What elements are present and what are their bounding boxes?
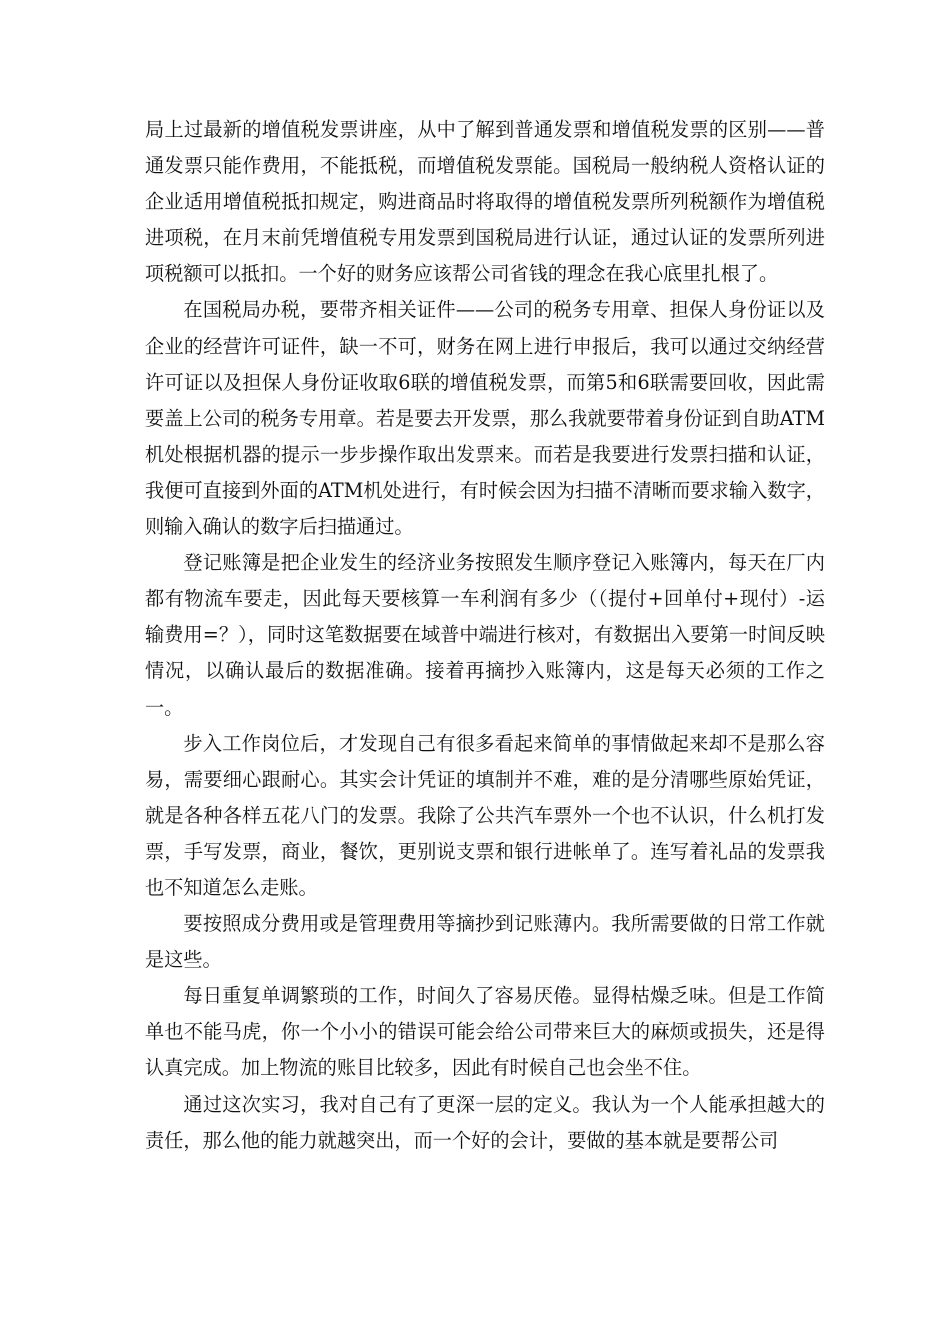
paragraph-3: 登记账簿是把企业发生的经济业务按照发生顺序登记入账簿内，每天在厂内都有物流车要走，因此每天要核算一车利润有多少（（提付+回单付+现付）-运输费用=？），同时这笔数据要在域普中端进行核对，有数据出入要第一时间反映情况，以确认最后的数据准确。接着再摘抄入账簿内，这是每天必须的工作之一。 <box>145 551 825 719</box>
paragraph-2: 在国税局办税，要带齐相关证件——公司的税务专用章、担保人身份证以及企业的经营许可证件，缺一不可，财务在网上进行申报后，我可以通过交纳经营许可证以及担保人身份证收取6联的增值税发票，而第5和6联需要回收，因此需要盖上公司的税务专用章。若是要去开发票，那么我就要带着身份证到自助ATM机处根据机器的提示一步步操作取出发票来。而若是我要进行发票扫描和认证，我便可直接到外面的ATM机处进行，有时候会因为扫描不清晰而要求输入数字，则输入确认的数字后扫描通过。 <box>145 298 825 539</box>
paragraph-6: 每日重复单调繁琐的工作，时间久了容易厌倦。显得枯燥乏味。但是工作简单也不能马虎，你一个小小的错误可能会给公司带来巨大的麻烦或损失，还是得认真完成。加上物流的账目比较多，因此有时候自己也会坐不住。 <box>145 984 825 1080</box>
paragraph-1: 局上过最新的增值税发票讲座，从中了解到普通发票和增值税发票的区别——普通发票只能作费用，不能抵税，而增值税发票能。国税局一般纳税人资格认证的企业适用增值税抵扣规定，购进商品时将取得的增值税发票所列税额作为增值税进项税，在月末前凭增值税专用发票到国税局进行认证，通过认证的发票所列进项税额可以抵扣。一个好的财务应该帮公司省钱的理念在我心底里扎根了。 <box>145 118 825 286</box>
document-body <box>145 112 825 1159</box>
paragraph-7: 通过这次实习，我对自己有了更深一层的定义。我认为一个人能承担越大的责任，那么他的能力就越突出，而一个好的会计，要做的基本就是要帮公司 <box>145 1092 825 1152</box>
paragraph-4: 步入工作岗位后，才发现自己有很多看起来简单的事情做起来却不是那么容易，需要细心跟耐心。其实会计凭证的填制并不难，难的是分清哪些原始凭证，就是各种各样五花八门的发票。我除了公共汽车票外一个也不认识，什么机打发票，手写发票，商业，餐饮，更别说支票和银行进帐单了。连写着礼品的发票我也不知道怎么走账。 <box>145 731 825 899</box>
paragraph-5: 要按照成分费用或是管理费用等摘抄到记账薄内。我所需要做的日常工作就是这些。 <box>145 912 825 972</box>
